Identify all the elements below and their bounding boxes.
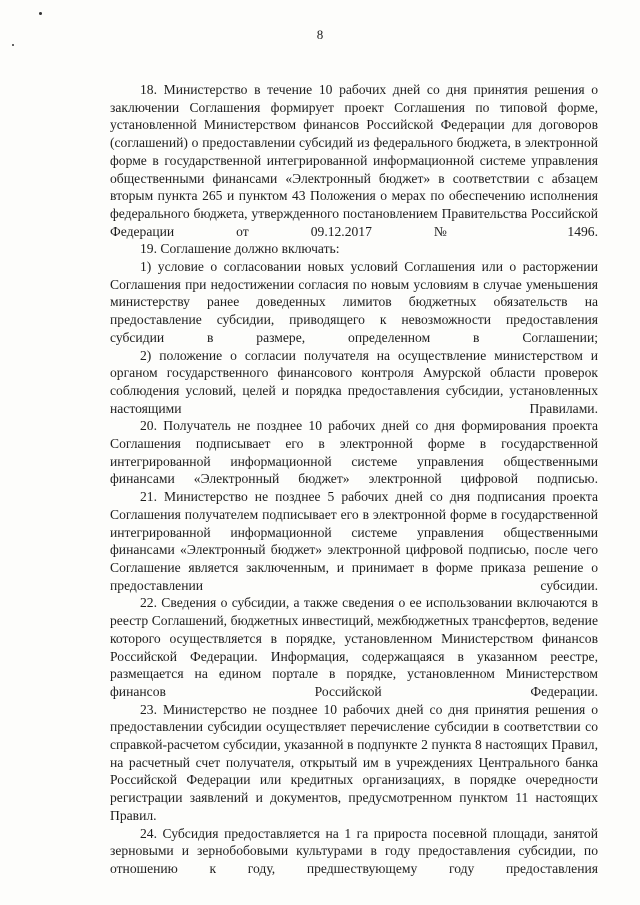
paragraph-19: 19. Соглашение должно включать: [140,241,340,257]
paragraph-18: 18. Министерство в течение 10 рабочих дней со дня принятия решения о заключении Соглашения формирует проект Соглашения по типовой форме, установленной Министерством финансов Российской Федерации для договоров (соглашений) о предоставлении субсидий из федерального бюджета, в электронной форме в государственной интегрированной информационной системе управления общественными финансами «Электронный бюджет» в соответствии с абзацем вторым пункта 265 и пунктом 43 Положения о мерах по обеспечению исполнения федерального бюджета, утвержденного постановлением Правительства Российской Федерации от 09.12.2017 № 1496. [110,82,598,239]
paragraph-24: 24. Субсидия предоставляется на 1 га прироста посевной площади, занятой зерновыми и зернобобовыми культурами в году предоставления субсидии, по отношению к году, предшествующему году предоставления [110,825,598,876]
paragraph-19-2: 2) положение о согласии получателя на осуществление министерством и органом государственного финансового контроля Амурской области проверок соблюдения условий, целей и порядка предоставления субсидии, установленных настоящими Правилами. [110,347,598,416]
paragraph-22: 22. Сведения о субсидии, а также сведения о ее использовании включаются в реестр Соглашений, бюджетных инвестиций, межбюджетных трансфертов, ведение которого осуществляется в порядке, установленном Министерством финансов Российской Федерации. Информация, содержащаяся в указанном реестре, размещается на едином портале в порядке, установленном Министерством финансов Российской Федерации. [110,595,598,699]
page-number: 8 [316,27,324,42]
scan-speck [39,12,42,15]
paragraph-21: 21. Министерство не позднее 5 рабочих дней со дня подписания проекта Соглашения получателем подписывает его в электронной форме в государственной интегрированной информационной системе управления общественными финансами «Электронный бюджет» электронной цифровой подписью, после чего Соглашение является заключенным, и принимает в форме приказа решение о предоставлении субсидии. [110,489,598,593]
scan-speck [12,44,14,46]
paragraph-20: 20. Получатель не позднее 10 рабочих дней со дня формирования проекта Соглашения подписывает его в электронной форме в государственной интегрированной информационной системе управления общественными финансами «Электронный бюджет» электронной цифровой подписью. [110,418,598,487]
paragraph-19-1: 1) условие о согласовании новых условий Соглашения или о расторжении Соглашения при недостижении согласия по новым условиям в случае уменьшения министерству ранее доведенных лимитов бюджетных обязательств на предоставление субсидии, приводящего к невозможности предоставления субсидии в размере, определенном в Соглашении; [110,259,598,345]
paragraph-23: 23. Министерство не позднее 10 рабочих дней со дня принятия решения о предоставлении субсидии осуществляет перечисление субсидии в соответствии со справкой-расчетом субсидии, указанной в подпункте 2 пункта 8 настоящих Правил, на расчетный счет получателя, открытый им в учреждениях Центрального банка Российской Федерации или кредитных организациях, в порядке очередности регистрации заявлений и документов, предусмотренном пунктом 11 настоящих Правил. [110,701,598,823]
document-body [110,81,598,878]
